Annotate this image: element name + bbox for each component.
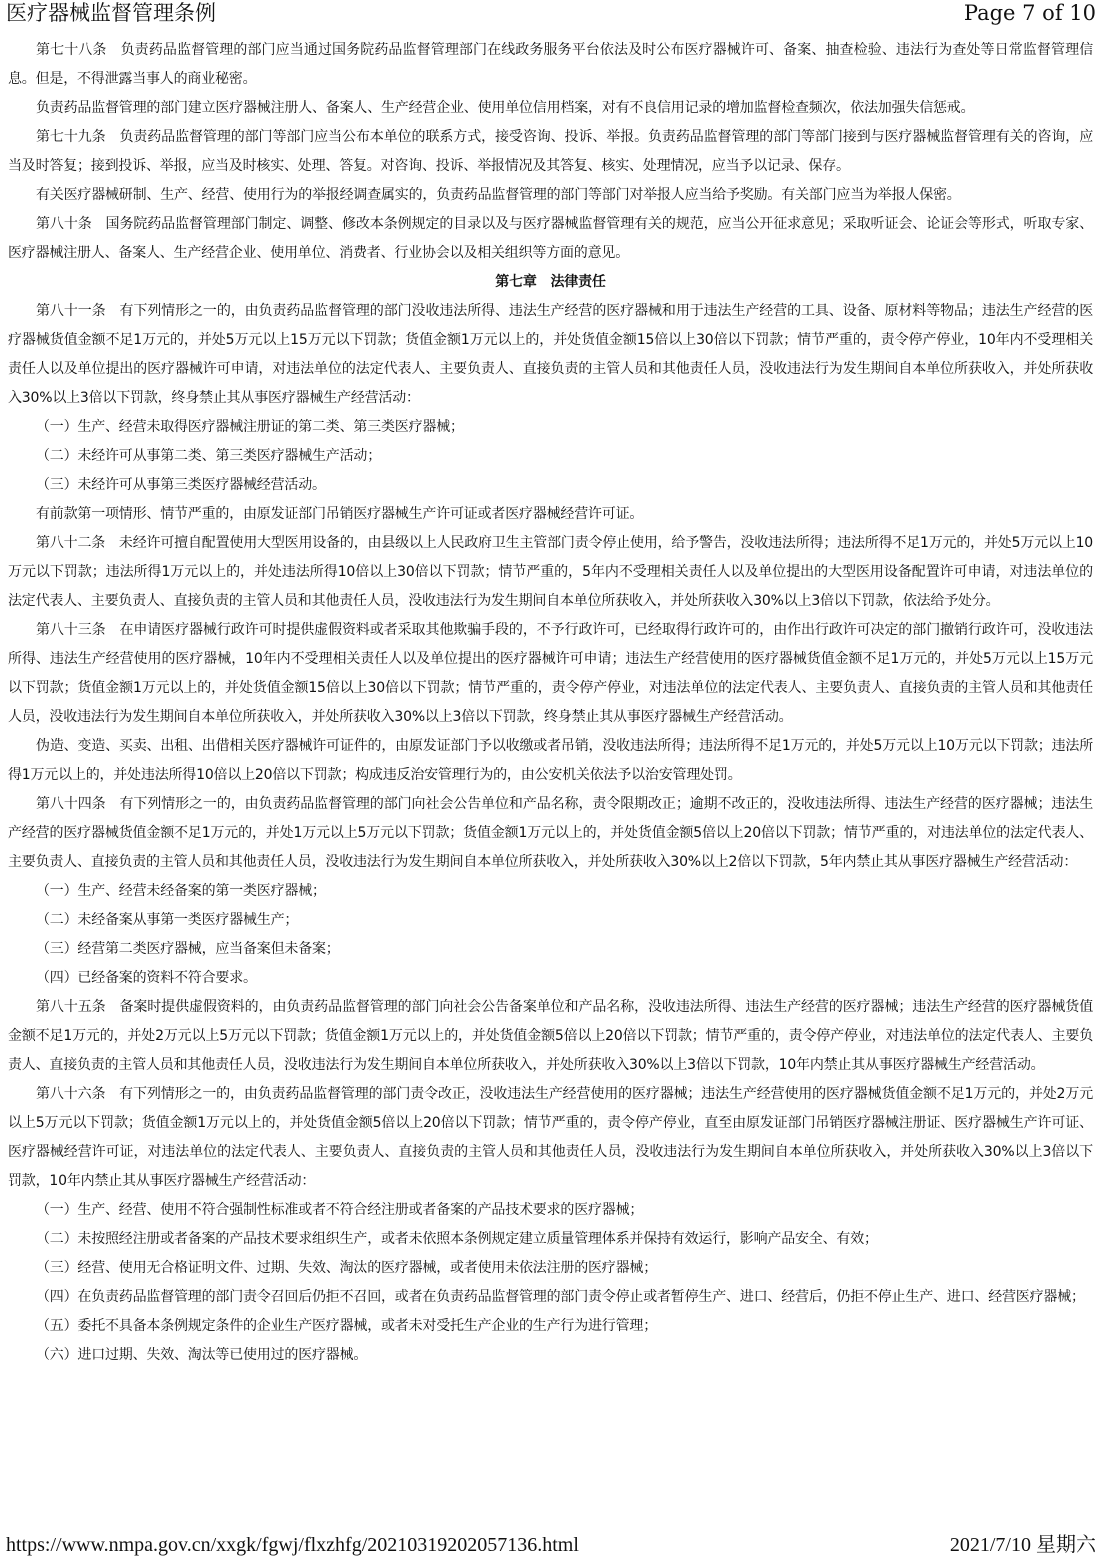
paragraph: （四）已经备案的资料不符合要求。 [36,970,257,986]
page-number: Page 7 of 10 [963,1,1096,25]
paragraph: 第八十一条 有下列情形之一的，由负责药品监督管理的部门没收违法所得、违法生产经营的医疗器械和用于违法生产经营的工具、设备、原材料等物品；违法生产经营的医疗器械货值金额不足1万元的，并处5万元以上15万元以下罚款；货值金额1万元以上的，并处货值金额15倍以上30倍以下罚款；情节严重的，责令停产停业，10年内不受理相关责任人以及单位提出的医疗器械许可申请，对违法单位的法定代表人、主要负责人、直接负责的主管人员和其他责任人员，没收违法行为发生期间自本单位所获收入，并处所获收入30%以上3倍以下罚款，终身禁止其从事医疗器械生产经营活动： [8,303,1093,406]
paragraph: 有关医疗器械研制、生产、经营、使用行为的举报经调查属实的，负责药品监督管理的部门等部门对举报人应当给予奖励。有关部门应当为举报人保密。 [36,187,961,203]
paragraph: （三）未经许可从事第三类医疗器械经营活动。 [36,477,326,493]
paragraph: （二）未按照经注册或者备案的产品技术要求组织生产，或者未依照本条例规定建立质量管理体系并保持有效运行，影响产品安全、有效； [36,1231,878,1247]
paragraph: 第八十二条 未经许可擅自配置使用大型医用设备的，由县级以上人民政府卫生主管部门责令停止使用，给予警告，没收违法所得；违法所得不足1万元的，并处5万元以上10万元以下罚款；违法所得1万元以上的，并处违法所得10倍以上30倍以下罚款；情节严重的，5年内不受理相关责任人以及单位提出的大型医用设备配置许可申请，对违法单位的法定代表人、主要负责人、直接负责的主管人员和其他责任人员，没收违法行为发生期间自本单位所获收入，并处所获收入30%以上3倍以下罚款，依法给予处分。 [8,535,1093,609]
paragraph: 第八十条 国务院药品监督管理部门制定、调整、修改本条例规定的目录以及与医疗器械监督管理有关的规范，应当公开征求意见；采取听证会、论证会等形式，听取专家、医疗器械注册人、备案人、生产经营企业、使用单位、消费者、行业协会以及相关组织等方面的意见。 [8,216,1093,261]
page-footer [6,1529,1096,1559]
paragraph: （二）未经备案从事第一类医疗器械生产； [36,912,299,928]
document-title: 医疗器械监督管理条例 [6,1,216,25]
paragraph: 第八十六条 有下列情形之一的，由负责药品监督管理的部门责令改正，没收违法生产经营使用的医疗器械；违法生产经营使用的医疗器械货值金额不足1万元的，并处2万元以上5万元以下罚款；货值金额1万元以上的，并处货值金额5倍以上20倍以下罚款；情节严重的，责令停产停业，直至由原发证部门吊销医疗器械注册证、医疗器械生产许可证、医疗器械经营许可证，对违法单位的法定代表人、主要负责人、直接负责的主管人员和其他责任人员，没收违法行为发生期间自本单位所获收入，并处所获收入30%以上3倍以下罚款，10年内禁止其从事医疗器械生产经营活动： [8,1086,1093,1189]
page-url: https://www.nmpa.gov.cn/xxgk/fgwj/flxzhfg/20210319202057136.html [6,1534,579,1556]
chapter-heading: 第七章 法律责任 [495,274,606,290]
paragraph: （二）未经许可从事第二类、第三类医疗器械生产活动； [36,448,381,464]
paragraph: 有前款第一项情形、情节严重的，由原发证部门吊销医疗器械生产许可证或者医疗器械经营许可证。 [36,506,644,522]
paragraph: 伪造、变造、买卖、出租、出借相关医疗器械许可证件的，由原发证部门予以收缴或者吊销，没收违法所得；违法所得不足1万元的，并处5万元以上10万元以下罚款；违法所得1万元以上的，并处违法所得10倍以上20倍以下罚款；构成违反治安管理行为的，由公安机关依法予以治安管理处罚。 [8,738,1093,783]
paragraph: 第八十五条 备案时提供虚假资料的，由负责药品监督管理的部门向社会公告备案单位和产品名称，没收违法所得、违法生产经营的医疗器械；违法生产经营的医疗器械货值金额不足1万元的，并处2万元以上5万元以下罚款；货值金额1万元以上的，并处货值金额5倍以上20倍以下罚款；情节严重的，责令停产停业，对违法单位的法定代表人、主要负责人、直接负责的主管人员和其他责任人员，没收违法行为发生期间自本单位所获收入，并处所获收入30%以上3倍以下罚款，10年内禁止其从事医疗器械生产经营活动。 [8,999,1093,1073]
paragraph: 第七十八条 负责药品监督管理的部门应当通过国务院药品监督管理部门在线政务服务平台依法及时公布医疗器械许可、备案、抽查检验、违法行为查处等日常监督管理信息。但是，不得泄露当事人的商业秘密。 [8,42,1093,87]
paragraph: 第八十三条 在申请医疗器械行政许可时提供虚假资料或者采取其他欺骗手段的，不予行政许可，已经取得行政许可的，由作出行政许可决定的部门撤销行政许可，没收违法所得、违法生产经营使用的医疗器械，10年内不受理相关责任人以及单位提出的医疗器械许可申请；违法生产经营使用的医疗器械货值金额不足1万元的，并处5万元以上15万元以下罚款；货值金额1万元以上的，并处货值金额15倍以上30倍以下罚款；情节严重的，责令停产停业，对违法单位的法定代表人、主要负责人、直接负责的主管人员和其他责任人员，没收违法行为发生期间自本单位所获收入，并处所获收入30%以上3倍以下罚款，终身禁止其从事医疗器械生产经营活动。 [8,622,1093,725]
document-body [8,36,1093,1370]
paragraph: （一）生产、经营未经备案的第一类医疗器械； [36,883,326,899]
paragraph: （三）经营第二类医疗器械，应当备案但未备案； [36,941,340,957]
paragraph: （五）委托不具备本条例规定条件的企业生产医疗器械，或者未对受托生产企业的生产行为进行管理； [36,1318,657,1334]
paragraph: （六）进口过期、失效、淘汰等已使用过的医疗器械。 [36,1347,368,1363]
paragraph: 第八十四条 有下列情形之一的，由负责药品监督管理的部门向社会公告单位和产品名称，责令限期改正；逾期不改正的，没收违法所得、违法生产经营的医疗器械；违法生产经营的医疗器械货值金额不足1万元的，并处1万元以上5万元以下罚款；货值金额1万元以上的，并处货值金额5倍以上20倍以下罚款；情节严重的，对违法单位的法定代表人、主要负责人、直接负责的主管人员和其他责任人员，没收违法行为发生期间自本单位所获收入，并处所获收入30%以上2倍以下罚款，5年内禁止其从事医疗器械生产经营活动： [8,796,1093,870]
paragraph: （一）生产、经营、使用不符合强制性标准或者不符合经注册或者备案的产品技术要求的医疗器械； [36,1202,644,1218]
paragraph: （一）生产、经营未取得医疗器械注册证的第二类、第三类医疗器械； [36,419,464,435]
print-date: 2021/7/10 星期六 [949,1534,1096,1556]
paragraph: 第七十九条 负责药品监督管理的部门等部门应当公布本单位的联系方式，接受咨询、投诉、举报。负责药品监督管理的部门等部门接到与医疗器械监督管理有关的咨询，应当及时答复；接到投诉、举报，应当及时核实、处理、答复。对咨询、投诉、举报情况及其答复、核实、处理情况，应当予以记录、保存。 [8,129,1093,174]
paragraph: （三）经营、使用无合格证明文件、过期、失效、淘汰的医疗器械，或者使用未依法注册的医疗器械； [36,1260,657,1276]
paragraph: （四）在负责药品监督管理的部门责令召回后仍拒不召回，或者在负责药品监督管理的部门责令停止或者暂停生产、进口、经营后，仍拒不停止生产、进口、经营医疗器械； [36,1289,1085,1305]
page-header [6,0,1096,28]
paragraph: 负责药品监督管理的部门建立医疗器械注册人、备案人、生产经营企业、使用单位信用档案，对有不良信用记录的增加监督检查频次，依法加强失信惩戒。 [36,100,975,116]
